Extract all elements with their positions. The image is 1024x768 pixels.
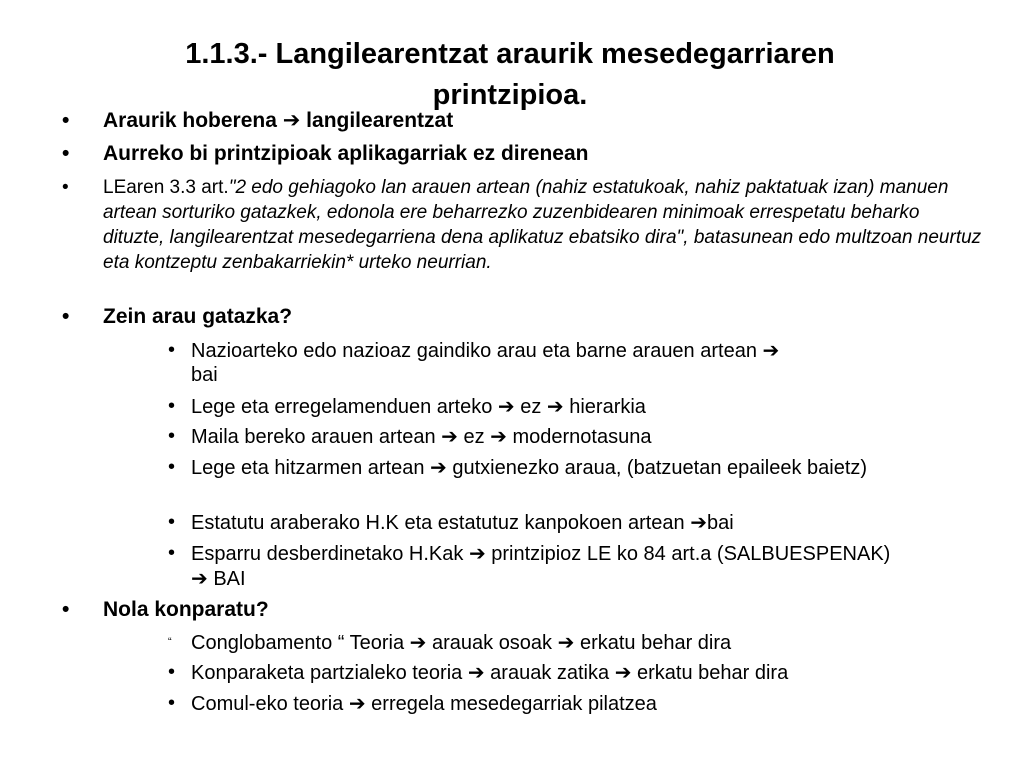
- bullet-learen-art: [62, 175, 983, 275]
- bullet-marker: •: [168, 456, 176, 478]
- arrow-right-icon: ➔: [467, 660, 485, 684]
- sub-item-text: Estatutu araberako H.K eta estatutuz kanpokoen artean ➔bai: [191, 510, 734, 534]
- arrow-right-icon: ➔: [762, 338, 780, 362]
- arrow-right-icon: ➔: [614, 660, 632, 684]
- bullet-aurreko-bi: [62, 141, 588, 166]
- sub-item-text: Esparru desberdinetako H.Kak ➔ printzipioz LE ko 84 art.a (SALBUESPENAK) ➔ BAI: [191, 541, 891, 590]
- arrow-right-icon: ➔: [282, 108, 301, 132]
- sub-item-text: Lege eta hitzarmen artean ➔ gutxienezko araua, (batzuetan epaileek baietz): [191, 455, 868, 479]
- bullet-text: Aurreko bi printzipioak aplikagarriak ez direnean: [103, 142, 589, 165]
- bullet-araurik-hoberena: [62, 108, 453, 133]
- bullet-marker: •: [168, 511, 176, 533]
- bullet-marker: •: [168, 395, 176, 417]
- sub-item-comul: [168, 691, 991, 716]
- sub-item-estatutu: [168, 510, 991, 535]
- sub-item-text: Conglobamento “ Teoria ➔ arauak osoak ➔ erkatu behar dira: [191, 630, 732, 654]
- arrow-right-icon: ➔: [690, 510, 707, 534]
- quoted-article: "2 edo gehiagoko lan arauen artean (nahiz estatukoak, nahiz paktatuak izan) manuen artean sorturiko gatazkek, edonola ere beharrezko zuzenbidearen minimoak errespetatu beharko dituzte, langilearentzat mesedegarriena dena aplikatuz ebatsiko dira": [103, 177, 949, 248]
- arrow-right-icon: ➔: [546, 394, 564, 418]
- sub-item-konparaketa: [168, 660, 991, 685]
- sub-item-text: Maila bereko arauen artean ➔ ez ➔ modernotasuna: [191, 424, 652, 448]
- title-line-2: printzipioa.: [432, 79, 588, 111]
- sub-item-text: Nazioarteko edo nazioaz gaindiko arau eta barne arauen artean ➔ bai: [191, 338, 780, 386]
- bullet-marker: •: [168, 692, 176, 714]
- bullet-text: LEaren 3.3 art."2 edo gehiagoko lan arauen artean (nahiz estatukoak, nahiz paktatuak izan) manuen artean sorturiko gatazkek, edonola ere beharrezko zuzenbidearen minimoak errespetatu beharko dituzte, langilearentzat mesedegarriena dena aplikatuz ebatsiko dira", batasunean edo multzoan neurtuz eta kontzeptu zenbakarriekin* urteko neurrian.: [103, 177, 982, 273]
- arrow-right-icon: ➔: [430, 455, 447, 479]
- slide-title: [90, 34, 930, 116]
- sub-item-text: Comul-eko teoria ➔ erregela mesedegarriak pilatzea: [191, 691, 657, 715]
- arrow-right-icon: ➔: [497, 394, 515, 418]
- arrow-right-icon: ➔: [348, 691, 366, 715]
- sub-item-esparru: [168, 541, 911, 591]
- arrow-right-icon: ➔: [409, 630, 427, 654]
- arrow-right-icon: ➔: [191, 566, 208, 590]
- bullet-marker: •: [62, 598, 70, 621]
- sub-item-maila-bereko: [168, 424, 991, 449]
- bullet-marker: •: [168, 542, 176, 564]
- bullet-marker: •: [62, 142, 70, 165]
- sub-item-text: Konparaketa partzialeko teoria ➔ arauak zatika ➔ erkatu behar dira: [191, 660, 789, 684]
- bullet-marker: “: [168, 636, 172, 648]
- bullet-marker: •: [62, 109, 70, 132]
- bullet-text: Araurik hoberena ➔ langilearentzat: [103, 108, 454, 132]
- bullet-marker: •: [168, 425, 176, 447]
- sub-item-lege-hitzarmen: [168, 455, 1001, 480]
- arrow-right-icon: ➔: [441, 424, 458, 448]
- bullet-text: Zein arau gatazka?: [103, 305, 293, 328]
- bullet-marker: •: [62, 177, 69, 198]
- bullet-nola-konparatu: [62, 597, 269, 622]
- sub-item-nazioarteko: [168, 338, 971, 387]
- arrow-right-icon: ➔: [468, 541, 486, 565]
- sub-item-lege-erregelamendu: [168, 394, 991, 419]
- arrow-right-icon: ➔: [557, 630, 575, 654]
- title-line-1: 1.1.3.- Langilearentzat araurik mesedegarriaren: [185, 38, 835, 70]
- bullet-text: Nola konparatu?: [103, 598, 269, 621]
- bullet-marker: •: [168, 339, 176, 361]
- bullet-marker: •: [62, 305, 70, 328]
- bullet-zein-arau: [62, 304, 292, 329]
- sub-item-conglobamento: [168, 630, 991, 655]
- sub-item-text: Lege eta erregelamenduen arteko ➔ ez ➔ hierarkia: [191, 394, 646, 418]
- bullet-marker: •: [168, 661, 176, 683]
- arrow-right-icon: ➔: [490, 424, 507, 448]
